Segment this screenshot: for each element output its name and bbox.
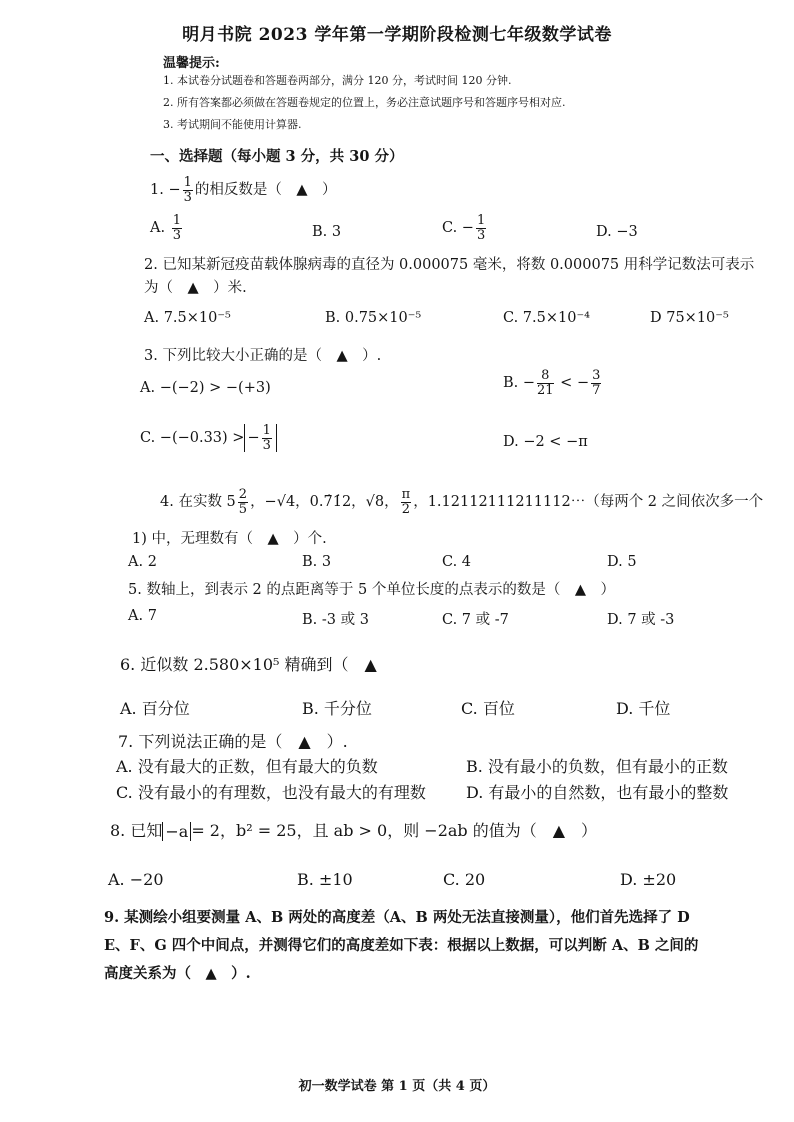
q4-stem-line2: 1) 中，无理数有（ ▲ ）个. xyxy=(132,531,327,547)
q5-option-d: D. 7 或 -3 xyxy=(607,612,675,628)
q4-option-a: A. 2 xyxy=(128,554,157,570)
q1-option-b: B. 3 xyxy=(312,224,342,240)
q5-option-c: C. 7 或 -7 xyxy=(442,612,509,628)
q3-option-c: C. −(−0.33) > − $\frac{1}{3}$ xyxy=(140,424,277,452)
q2-option-d: D 75×10⁻⁵ xyxy=(650,310,729,326)
q7-stem: 7. 下列说法正确的是（ ▲ ）. xyxy=(118,732,348,751)
q1-option-a: A. $\frac{1}{3}$ xyxy=(150,213,181,243)
q1-option-d: D. −3 xyxy=(596,224,638,240)
hint-item-2: 2. 所有答案都必须做在答题卷规定的位置上，务必注意试题序号和答题序号相对应. xyxy=(163,96,566,109)
q2-option-c: C. 7.5×10⁻⁴ xyxy=(503,310,590,326)
q2-stem-line1: 2. 已知某新冠疫苗载体腺病毒的直径为 0.000075 毫米，将数 0.000075 用科学记数法可表示 xyxy=(144,257,755,273)
q6-option-c: C. 百位 xyxy=(461,699,515,718)
q8-option-a: A. −20 xyxy=(108,870,164,889)
q2-stem-line2: 为（ ▲ ）米. xyxy=(144,280,247,296)
page-footer: 初一数学试卷 第 1 页（共 4 页） xyxy=(298,1079,496,1094)
q5-option-b: B. -3 或 3 xyxy=(302,612,369,628)
q7-option-a: A. 没有最大的正数，但有最大的负数 xyxy=(116,757,378,776)
q4-option-d: D. 5 xyxy=(607,554,637,570)
page-title: 明月书院 2023 学年第一学期阶段检测七年级数学试卷 xyxy=(182,25,612,45)
hints-heading: 温馨提示: xyxy=(163,56,220,71)
q2-option-a: A. 7.5×10⁻⁵ xyxy=(144,310,231,326)
q8-stem: 8. 已知 −a = 2，b² = 25，且 ab > 0，则 −2ab 的值为（ ▲ ） xyxy=(110,821,598,841)
q8-option-d: D. ±20 xyxy=(620,870,677,889)
q6-option-d: D. 千位 xyxy=(616,699,671,718)
section-title: 一、选择题（每小题 3 分，共 30 分） xyxy=(150,148,404,165)
hint-item-1: 1. 本试卷分试题卷和答题卷两部分，满分 120 分，考试时间 120 分钟. xyxy=(163,74,512,87)
q3-option-b: B. − $\frac{8}{21}$ < − $\frac{3}{7}$ xyxy=(503,368,601,398)
q6-stem: 6. 近似数 2.580×10⁵ 精确到（ ▲ xyxy=(120,655,377,674)
q4-stem-line1: 4. 在实数 5 $\frac{2}{5}$ ，−√4，0.7̇1̇2，√8， $\frac{\pi}{2}$ ，1.12112111211112⋯（每两个 2 之间依次多一个 xyxy=(160,487,764,517)
q1-sign: − xyxy=(168,182,181,199)
q3-stem: 3. 下列比较大小正确的是（ ▲ ）. xyxy=(144,348,382,364)
q8-option-b: B. ±10 xyxy=(297,870,353,889)
q5-option-a: A. 7 xyxy=(128,608,157,624)
q3-option-a: A. −(−2) > −(+3) xyxy=(140,380,271,396)
q6-option-a: A. 百分位 xyxy=(120,699,190,718)
question-1 xyxy=(150,176,337,204)
q9-stem-line1: 9. 某测绘小组要测量 A、B 两处的高度差（A、B 两处无法直接测量），他们首先选择了 D xyxy=(104,909,690,926)
q1-fraction: $\frac{1}{3}$ xyxy=(183,175,192,205)
q9-stem-line2: E、F、G 四个中间点，并测得它们的高度差如下表：根据以上数据，可以判断 A、B 之间的 xyxy=(104,937,699,954)
q6-option-b: B. 千分位 xyxy=(302,699,372,718)
q4-option-c: C. 4 xyxy=(442,554,472,570)
q7-option-d: D. 有最小的自然数，也有最小的整数 xyxy=(466,783,729,802)
q9-stem-line3: 高度关系为（ ▲ ）. xyxy=(104,965,251,982)
q1-option-c: C. − $\frac{1}{3}$ xyxy=(442,213,486,243)
q5-stem: 5. 数轴上，到表示 2 的点距离等于 5 个单位长度的点表示的数是（ ▲ ） xyxy=(128,582,615,598)
q8-option-c: C. 20 xyxy=(443,870,486,889)
q1-number: 1. xyxy=(150,182,164,199)
q7-option-c: C. 没有最小的有理数，也没有最大的有理数 xyxy=(116,783,426,802)
q1-stem: 的相反数是（ ▲ ） xyxy=(194,182,337,199)
q4-option-b: B. 3 xyxy=(302,554,332,570)
hint-item-3: 3. 考试期间不能使用计算器. xyxy=(163,118,302,131)
q7-option-b: B. 没有最小的负数，但有最小的正数 xyxy=(466,757,728,776)
q3-option-d: D. −2 < −π xyxy=(503,434,588,450)
q2-option-b: B. 0.75×10⁻⁵ xyxy=(325,310,422,326)
